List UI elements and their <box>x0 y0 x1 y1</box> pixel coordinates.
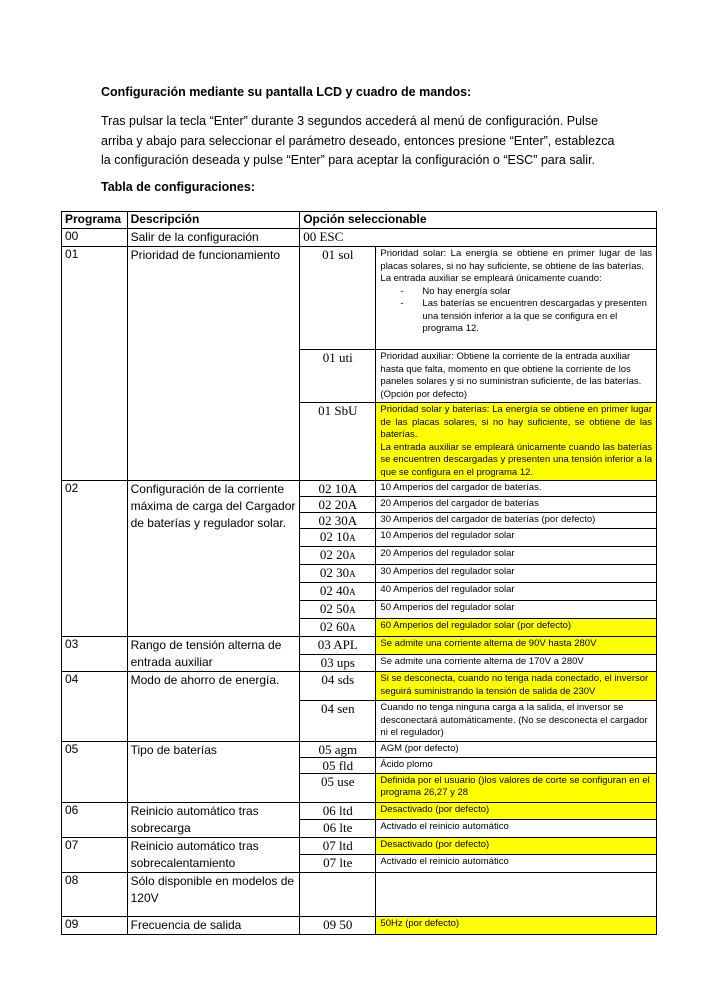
option-description <box>376 872 657 916</box>
code-value: 02 50 <box>319 601 350 616</box>
program-number: 06 <box>62 802 128 837</box>
program-number: 04 <box>62 672 128 742</box>
option-code <box>300 565 376 583</box>
option-description: 30 Amperios del cargador de baterías (por defecto) <box>376 513 657 529</box>
table-row <box>62 247 657 350</box>
table-row <box>62 741 657 757</box>
option-text: Prioridad solar y baterías: La energía se obtiene en primer lugar de las placas solares, si no hay suficiente, se obtiene de las baterías. <box>380 404 652 440</box>
program-description: Frecuencia de salida <box>127 916 300 934</box>
table-row <box>62 872 657 916</box>
option-description: 50Hz (por defecto) <box>376 916 657 934</box>
program-number: 00 <box>62 229 128 247</box>
option-text: La entrada auxiliar se empleará únicamente cuando: <box>380 273 602 284</box>
option-description: Se admite una corriente alterna de 90V hasta 280V <box>376 637 657 655</box>
option-description: AGM (por defecto) <box>376 741 657 757</box>
table-row <box>62 837 657 855</box>
program-number: 02 <box>62 481 128 637</box>
option-description: Se admite una corriente alterna de 170V a 280V <box>376 654 657 672</box>
option-code: 09 50 <box>300 916 376 934</box>
program-description: Rango de tensión alterna de entrada auxiliar <box>127 637 300 672</box>
code-value: 02 40 <box>319 583 350 598</box>
option-code <box>300 529 376 547</box>
program-number: 01 <box>62 247 128 481</box>
code-value: 02 30 <box>319 565 350 580</box>
option-code: 05 agm <box>300 741 376 757</box>
option-code: 07 lte <box>300 855 376 873</box>
table-row <box>62 229 657 247</box>
code-value: 02 20 <box>319 547 350 562</box>
code-unit: A <box>349 605 356 615</box>
program-number: 08 <box>62 872 128 916</box>
option-description: Prioridad auxiliar: Obtiene la corriente de la entrada auxiliar hasta que falta, momento en que obtiene la corriente de los paneles solares y si no suministran suficiente, de las baterías. (Opción por defecto) <box>376 350 657 403</box>
option-code: 06 ltd <box>300 802 376 820</box>
option-code: 02 20A <box>300 497 376 513</box>
option-description: 60 Amperios del regulador solar (por defecto) <box>376 619 657 637</box>
table-row <box>62 637 657 655</box>
option-code: 00 ESC <box>300 229 657 247</box>
code-unit: A <box>349 623 356 633</box>
header-programa: Programa <box>62 212 128 229</box>
option-description: 50 Amperios del regulador solar <box>376 601 657 619</box>
program-description: Modo de ahorro de energía. <box>127 672 300 742</box>
option-code: 02 30A <box>300 513 376 529</box>
header-opcion: Opción seleccionable <box>300 212 657 229</box>
list-item: - Las baterías se encuentren descargadas y presenten una tensión inferior a la que se configura en el programa 12. <box>400 298 652 336</box>
option-code <box>300 583 376 601</box>
option-description: Desactivado (por defecto) <box>376 802 657 820</box>
option-description <box>376 403 657 481</box>
condition-list <box>380 286 652 336</box>
option-text: Prioridad solar: La energía se obtiene en primer lugar de las placas solares, si no hay suficiente, se obtiene de las baterías. <box>380 248 652 272</box>
program-description: Sólo disponible en modelos de 120V <box>127 872 300 916</box>
code-value: 02 10 <box>319 529 350 544</box>
option-code: 01 uti <box>300 350 376 403</box>
option-code <box>300 601 376 619</box>
option-description: Cuando no tenga ninguna carga a la salida, el inversor se desconectará automáticamente. (No se desconecta el cargador ni el regulador) <box>376 701 657 742</box>
table-header-row <box>62 212 657 229</box>
header-descripcion: Descripción <box>127 212 300 229</box>
option-code: 05 fld <box>300 757 376 773</box>
table-row <box>62 916 657 934</box>
table-row <box>62 672 657 701</box>
table-title: Tabla de configuraciones: <box>101 180 255 194</box>
option-code: 06 lte <box>300 820 376 838</box>
option-description: 30 Amperios del regulador solar <box>376 565 657 583</box>
program-description: Tipo de baterías <box>127 741 300 802</box>
code-value: 02 60 <box>319 619 350 634</box>
option-code: 05 use <box>300 773 376 802</box>
option-code <box>300 547 376 565</box>
option-code: 07 ltd <box>300 837 376 855</box>
program-number: 09 <box>62 916 128 934</box>
option-code <box>300 619 376 637</box>
program-description: Reinicio automático tras sobrecarga <box>127 802 300 837</box>
option-code <box>300 872 376 916</box>
option-description: 20 Amperios del cargador de baterías <box>376 497 657 513</box>
table-row <box>62 481 657 497</box>
code-unit: A <box>349 587 356 597</box>
code-unit: A <box>349 533 356 543</box>
option-code: 01 sol <box>300 247 376 350</box>
option-code: 04 sen <box>300 701 376 742</box>
option-text: La entrada auxiliar se empleará únicamente cuando las baterías se encuentren descargadas y presenten una tensión inferior a la que se configura en el programa 12. <box>380 441 652 478</box>
option-description: Activado el reinicio automático <box>376 820 657 838</box>
option-description <box>376 247 657 350</box>
option-code: 03 ups <box>300 654 376 672</box>
program-description: Salir de la configuración <box>127 229 300 247</box>
program-description: Reinicio automático tras sobrecalentamiento <box>127 837 300 872</box>
option-description: Si se desconecta, cuando no tenga nada conectado, el inversor seguirá suministrando la tensión de salida de 230V <box>376 672 657 701</box>
program-number: 05 <box>62 741 128 802</box>
program-number: 07 <box>62 837 128 872</box>
program-number: 03 <box>62 637 128 672</box>
program-description: Prioridad de funcionamiento <box>127 247 300 481</box>
option-description: Activado el reinicio automático <box>376 855 657 873</box>
list-item: - No hay energía solar <box>400 286 652 299</box>
table-row <box>62 802 657 820</box>
section-heading: Configuración mediante su pantalla LCD y cuadro de mandos: <box>101 85 472 99</box>
option-code: 04 sds <box>300 672 376 701</box>
code-unit: A <box>349 569 356 579</box>
option-description: 40 Amperios del regulador solar <box>376 583 657 601</box>
option-description: 10 Amperios del cargador de baterías. <box>376 481 657 497</box>
option-code: 01 SbU <box>300 403 376 481</box>
program-description: Configuración de la corriente máxima de carga del Cargador de baterías y regulador solar. <box>127 481 300 637</box>
code-unit: A <box>349 551 356 561</box>
option-code: 02 10A <box>300 481 376 497</box>
intro-paragraph: Tras pulsar la tecla “Enter” durante 3 segundos accederá al menú de configuración. Pulse arriba y abajo para seleccionar el parámetro deseado, entonces presione “Enter”, establezca la configuración deseada y pulse “Enter” para aceptar la configuración o “ESC” para salir. <box>101 114 615 167</box>
option-code: 03 APL <box>300 637 376 655</box>
option-description: Definida por el usuario ()los valores de corte se configuran en el programa 26,27 y 28 <box>376 773 657 802</box>
configuration-table <box>61 211 657 935</box>
option-description: Ácido plomo <box>376 757 657 773</box>
option-description: 10 Amperios del regulador solar <box>376 529 657 547</box>
option-description: Desactivado (por defecto) <box>376 837 657 855</box>
option-description: 20 Amperios del regulador solar <box>376 547 657 565</box>
